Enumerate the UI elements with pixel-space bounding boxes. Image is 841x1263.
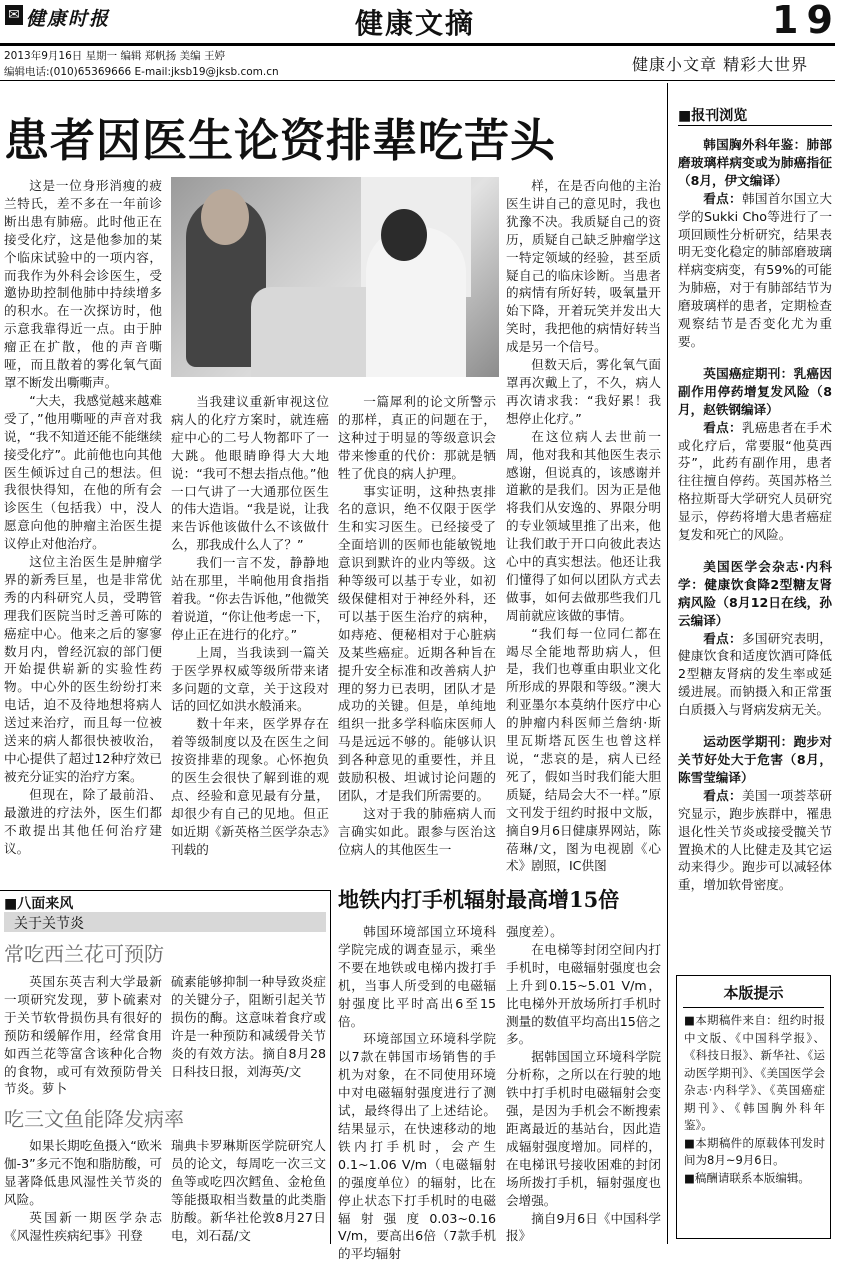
- paragraph: 这是一位身形消瘦的疲兰特氏，差不多在一年前诊断出患有肺癌。此时他正在接受化疗，这是他参加的某个临床试验中的一项内容，而我作为外科会诊医生，受邀协助控制他肺中持续增多的积水。在一次探访时，他示意我靠得近一点。由于肿瘤正在扩散，他的声音嘶哑，而且散着的雾化氧气面罩不断发出嘶嘶声。: [4, 178, 162, 390]
- main-article-column-4: [506, 177, 661, 883]
- paragraph: 如果长期吃鱼摄入“欧米伽-3”多元不饱和脂肪酸，可显著降低患风湿性关节炎的风险。: [4, 1138, 162, 1207]
- notice-item: ■稿酬请联系本版编辑。: [684, 1170, 810, 1185]
- digest-highlight-text: 乳癌患者在手术或化疗后，常要服“他莫西芬”，此药有副作用，患者往往擅自停药。英国苏格兰格拉斯哥大学研究人员研究显示，停药将增大患者癌症复发和死亡的风险。: [678, 419, 833, 543]
- bottom-section-divider: [330, 890, 331, 1244]
- paragraph: 但数天后，雾化氧气面罩再次戴上了，不久，病人再次请求我：“我好累！我想停止化疗。”: [506, 357, 661, 426]
- digest-item-title: 美国医学会杂志·内科学：健康饮食降2型糖友肾病风险（8月12日在线，孙云编译）: [678, 558, 832, 628]
- digest-item-body: [678, 787, 832, 894]
- slogan: 健康小文章 精彩大世界: [632, 55, 809, 74]
- subway-headline: 地铁内打手机辐射最高增15倍: [338, 887, 620, 912]
- notice-body: [684, 1012, 825, 1236]
- digest-item-body: [678, 190, 832, 351]
- paragraph: 数十年来，医学界存在着等级制度以及在医生之间按资排辈的现象。心怀抱负的医生会很快了解到谁的观点、经验和意见最有分量，却很少有自己的见地。但正如近期《新英格兰医学杂志》刊载的: [171, 716, 329, 857]
- subway-column-1: [338, 923, 496, 1262]
- salmon-story-column-1: [4, 1137, 162, 1241]
- notice-title-rule: [683, 1007, 824, 1008]
- newspaper-logo: 健康时报: [26, 8, 111, 30]
- main-article-bottom-rule: [0, 890, 330, 891]
- paragraph: 据韩国国立环境科学院分析称，之所以在行驶的地铁中打手机时电磁辐射会变强，是因为手机会不断搜索距离最近的基站台，因此造成辐射强度增加。同样的，在电梯讯号接收困难的封闭场所拨打手机，辐射强度也会增强。: [506, 1049, 661, 1208]
- notice-item: ■本期稿件来自：纽约时报中文版、《中国科学报》、《科技日报》、新华社、《运动医学期刊》、《美国医学会杂志·内科学》、《英国癌症期刊》、《韩国胸外科年鉴》。: [684, 1013, 825, 1132]
- paragraph: 环境部国立环境科学院以7款在韩国市场销售的手机为对象，在不同使用环境中对电磁辐射强度进行了测试，最终得出了上述结论。结果显示，在快速移动的地铁内打手机时，会产生0.1~1.06 V/m（电磁辐射的强度单位）的辐射，比在停止状态下打手机时的电磁辐射强度0.03~0.16 V/m，要高出6倍（7款手机的平均辐射: [338, 1031, 496, 1262]
- digest-highlight-text: 多国研究表明，健康饮食和适度饮酒可降低2型糖友肾病的发生率或延缓进展。而钠摄入和正常蛋白质摄入与肾病发病无关。: [678, 630, 833, 718]
- digest-item-title: 运动医学期刊：跑步对关节好处大于危害（8月，陈雪莹编译）: [678, 734, 832, 785]
- paragraph: 强度差）。: [506, 924, 563, 939]
- main-headline: 患者因医生论资排辈吃苦头: [4, 114, 557, 167]
- broccoli-story-column-1: [4, 973, 162, 1103]
- bamian-section-label: ■八面来风: [4, 896, 74, 912]
- arthritis-topic-label: 关于关节炎: [14, 916, 84, 932]
- digest-item-body: [678, 419, 832, 544]
- digest-item: [678, 558, 832, 719]
- paragraph: 硫素能够抑制一种导致炎症的关键分子，阻断引起关节损伤的酶。这意味着食疗或许是一种预防和减缓骨关节炎的有效方法。摘自8月28日科技日报，刘海英/文: [171, 974, 326, 1079]
- drama-still-photo: [171, 177, 499, 377]
- sidebar-divider: [667, 83, 668, 1244]
- digest-item-title: 英国癌症期刊：乳癌因副作用停药增复发风险（8月，赵铁钢编译）: [678, 365, 832, 417]
- paragraph: 我们一言不发，静静地站在那里，半晌他用食指指着我。“你去告诉他，”他微笑着说道，“你让他考虑一下，停止正在进行的化疗。”: [171, 555, 329, 642]
- digest-item: [678, 733, 832, 894]
- digest-highlight-label: 看点：: [703, 630, 742, 646]
- paragraph: 英国新一期医学杂志《风湿性疾病纪事》刊登: [4, 1209, 162, 1243]
- paragraph: “我们每一位同仁都在竭尽全能地帮助病人，但是，我们也尊重由职业文化所形成的界限和等级。”澳大利亚墨尔本莫纳什医疗中心的肿瘤内科医师兰詹纳·斯里瓦斯塔瓦医生也曾这样说，“悲哀的是，病人已经死了，假如当时我们能大胆质疑，结局会大不一样。”原文刊发于纽约时报中文版，摘自9月6日健康界网站，陈蓓琳/文，图为电视剧《心术》剧照，IC供图: [506, 625, 661, 874]
- paragraph: 这位主治医生是肿瘤学界的新秀巨星，也是非常优秀的内科研究人员，受聘管理我们医院当时乏善可陈的癌症中心。他来之后的寥寥数月内，曾经沉寂的部门便开始提供崭新的实验性药物。中心外的医生纷纷打来电话，迫不及待地想将病人送过来治疗，而且每一位被送来的病人都很快被收治，中心提供了超过12种疗效已被充分证实的治疗方案。: [4, 554, 162, 784]
- page-number: 19: [772, 0, 841, 42]
- subway-column-2: [506, 923, 661, 1244]
- digest-item-title: 韩国胸外科年鉴：肺部磨玻璃样病变或为肺癌指征（8月，伊文编译）: [678, 137, 832, 188]
- notice-box: [676, 975, 831, 1239]
- paragraph: 事实证明，这种热衷排名的意识，绝不仅限于医学生和实习医生。已经接受了全面培训的医师也能敏锐地意识到默许的业内等级。这种等级可以基于专业，如初级保健相对于神经外科，还可以基于医生治疗的病种，如痔疮、便秘相对于心脏病及某些癌症。近期各种旨在提升安全标准和改善病人护理的努力已表明，团队才是成功的关键。但是，单纯地组织一批多学科临床医师人马是远远不够的。能够认识到各种意见的重要性，并且鼓励积极、坦诚讨论问题的团队，才是我们所需要的。: [338, 483, 496, 803]
- paragraph: 上周，当我读到一篇关于医学界权威等级所带来诸多问题的文章，关于这段对话的回忆如洪水般涌来。: [171, 644, 329, 714]
- paragraph: 在这位病人去世前一周，他对我和其他医生表示感谢，但说真的，该感谢并道歉的是我们。因为正是他将我们从安逸的、界限分明的专业领域里推了出来，他让我们敢于开口向彼此表达心中的真实想法。他还让我们懂得了如何以团队方式去做事，如何去做那些我们几周前就应该做的事情。: [506, 428, 661, 623]
- paragraph: 摘自9月6日《中国科学报》: [506, 1210, 661, 1244]
- main-article-column-3: [338, 393, 496, 883]
- paragraph: 英国东英吉利大学最新一项研究发现，萝卜硫素对于关节软骨损伤具有很好的预防和缓解作用，经常食用如西兰花等富含该种化合物的食物，或可有效预防骨关节炎。萝卜: [4, 974, 162, 1097]
- masthead: [0, 0, 841, 44]
- main-article-column-1: [4, 177, 162, 877]
- digest-highlight-text: 美国一项荟萃研究显示，跑步族群中，罹患退化性关节炎或接受髋关节置换术的人比健走及其它运动来得少。跑步可以减轻体重，增加软骨密度。: [678, 787, 833, 893]
- sidebar-label-rule: [678, 125, 832, 126]
- contact-line: 编辑电话:(010)65369666 E-mail:jksb19@jksb.com.cn: [4, 66, 279, 78]
- digest-highlight-text: 韩国首尔国立大学的Sukki Cho等进行了一项回顾性分析研究，结果表明无变化稳定的肺部磨玻璃样病变病变，有59%的可能为肺癌，对于有肺部结节为磨玻璃样的患者，定期检查观察结节是否变化尤为重要。: [678, 190, 833, 349]
- salmon-story-title: 吃三文鱼能降发病率: [4, 1107, 184, 1131]
- section-title: 健康文摘: [355, 7, 476, 40]
- paragraph: 但现在，除了最前沿、最激进的疗法外，医生们都不敢提出其他任何治疗建议。: [4, 786, 162, 856]
- digest-highlight-label: 看点：: [703, 190, 742, 206]
- paragraph: 这对于我的肺癌病人而言确实如此。跟参与医治这位病人的其他医生一: [338, 805, 496, 857]
- digest-item: [678, 365, 832, 544]
- paragraph: 样，在是否向他的主治医生讲自己的意见时，我也犹豫不决。我质疑自己的资历，质疑自己缺乏肿瘤学这一特定领域的经验，甚至质疑自己的临床诊断。当患者的病情有所好转，吸氧量开始下降，开着玩笑并发出大笑时，我把他的病情好转当成是另一个信号。: [506, 178, 661, 355]
- digest-item-body: [678, 630, 832, 720]
- paragraph: 一篇犀利的论文所警示的那样，真正的问题在于，这种过于明显的等级意识会带来惨重的代价：那就是牺牲了优良的病人护理。: [338, 394, 496, 481]
- arthritis-topic-bar: [4, 912, 326, 932]
- notice-title: 本版提示: [723, 984, 784, 1002]
- photo-nurse-head: [381, 209, 427, 261]
- digest-highlight-label: 看点：: [703, 787, 742, 803]
- sidebar-digest: [678, 136, 832, 966]
- sidebar-section-label: ■报刊浏览: [678, 108, 748, 124]
- date-line: 2013年9月16日 星期一 编辑 郑帆扬 美编 王婷: [4, 50, 225, 62]
- header-bottom-rule: [0, 80, 835, 81]
- digest-item: [678, 136, 832, 351]
- paragraph: “大夫，我感觉越来越难受了，”他用嘶哑的声音对我说，“我不知道还能不能继续接受化疗”。此前他也向其他医生倾诉过自己的想法。但我很快得知，在他的所有会诊医生（包括我）中，没人愿意向他的肿瘤主治医生提议停止对他治疗。: [4, 392, 162, 552]
- salmon-story-column-2: [171, 1137, 326, 1241]
- masthead-rule: [0, 43, 835, 46]
- digest-highlight-label: 看点：: [703, 419, 742, 435]
- paragraph: 在电梯等封闭空间内打手机时，电磁辐射强度也会上升到0.15~5.01 V/m，比电梯外开放场所打手机时测量的数值平均高出15倍之多。: [506, 941, 661, 1047]
- notice-item: ■本期稿件的原载体刊发时间为8月~9月6日。: [684, 1135, 825, 1167]
- photo-patient-head: [201, 189, 249, 245]
- newspaper-logo-icon: ✉: [5, 5, 23, 25]
- paragraph: 瑞典卡罗琳斯医学院研究人员的论文，每周吃一次三文鱼等或吃四次鳕鱼、金枪鱼等能摄取相当数量的此类脂肪酸。新华社伦敦8月27日电，刘石磊/文: [171, 1138, 326, 1243]
- broccoli-story-title: 常吃西兰花可预防: [4, 942, 164, 966]
- paragraph: 韩国环境部国立环境科学院完成的调查显示，乘坐不要在地铁或电梯内拨打手机，当事人所受到的电磁辐射强度比平时高出6至15倍。: [338, 924, 496, 1029]
- broccoli-story-column-2: [171, 973, 326, 1103]
- paragraph: 当我建议重新审视这位病人的化疗方案时，就连癌症中心的二号人物都吓了一大跳。他眼睛睁得大大地说：“我可不想去指点他。”他一口气讲了一大通那位医生的伟大造诣。“我是说，让我来告诉他该做什么不该做什么，那我成什么人了？”: [171, 394, 329, 553]
- main-article-column-2: [171, 393, 329, 883]
